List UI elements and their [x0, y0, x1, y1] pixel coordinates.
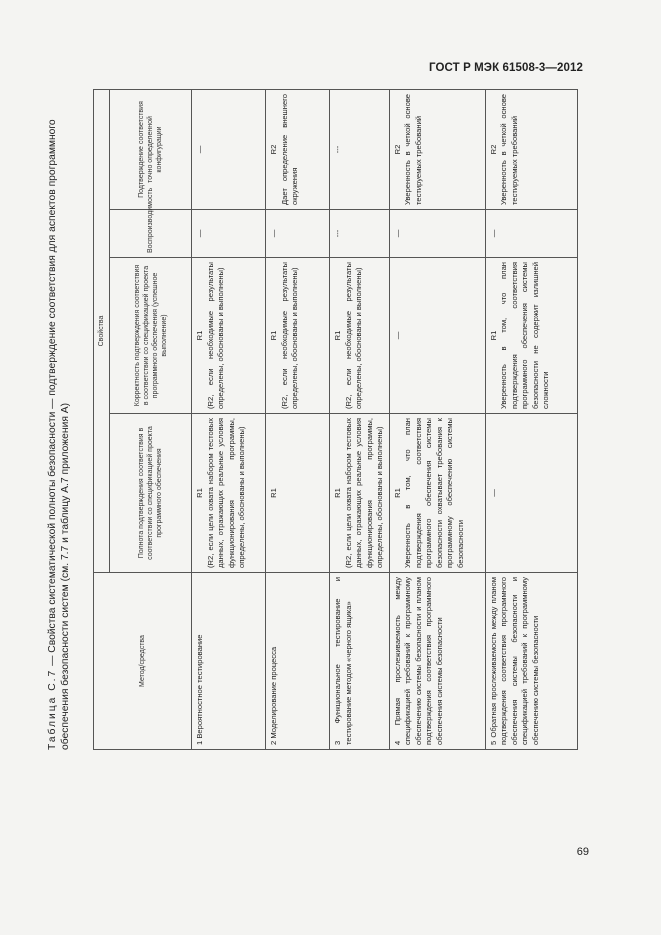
rotated-table-page [46, 90, 566, 750]
configuration-cell [485, 90, 577, 210]
repeatability-cell [389, 210, 485, 258]
header-properties: Свойства [94, 90, 110, 573]
repeatability-value: — [269, 229, 278, 238]
correctness-rating: R1 [195, 330, 204, 341]
configuration-text: Дает определение внешнего окружения [279, 94, 299, 205]
completeness-text: (R2, если цели охвата набором тестовых данных, отражающих реальные условия функционирования программы, определены, обоснованы и выполнены) [205, 418, 246, 568]
repeatability-cell [485, 210, 577, 258]
completeness-rating: R1 [392, 488, 402, 498]
table-caption [46, 90, 72, 750]
method-cell: 2 Моделирование процесса [266, 573, 330, 750]
table-row [330, 90, 390, 750]
repeatability-value: --- [333, 229, 342, 238]
header-method: Метод/средства [94, 573, 192, 750]
correctness-rating: R1 [333, 330, 342, 341]
correctness-cell [330, 258, 390, 414]
method-cell: 1 Вероятностное тестирование [192, 573, 266, 750]
repeatability-cell [192, 210, 266, 258]
completeness-rating: R1 [195, 488, 204, 498]
repeatability-value: — [195, 229, 204, 238]
method-cell: 5 Обратная прослеживаемость между планом подтверждения соответствия программного обеспечения системы безопасности и спецификацией требований к программному обеспечению системы безопасности [485, 573, 577, 750]
completeness-cell [389, 414, 485, 573]
configuration-cell [266, 90, 330, 210]
correctness-text: (R2, если необходимые результаты определены, обоснованы и выполнены) [343, 262, 363, 409]
properties-table [93, 89, 578, 750]
repeatability-cell [266, 210, 330, 258]
table-row [266, 90, 330, 750]
repeatability-value: — [392, 229, 402, 238]
method-cell: 3 Функциональное тестирование и тестирование методом «черного ящика» [330, 573, 390, 750]
correctness-cell [192, 258, 266, 414]
configuration-rating: — [195, 145, 204, 154]
header-correctness: Корректность подтверждения соответствия в соответствии со спецификацией проекта программного обеспечения (успешное выполнение) [110, 258, 192, 414]
completeness-cell [485, 414, 577, 573]
configuration-cell [389, 90, 485, 210]
correctness-cell [485, 258, 577, 414]
caption-text: — Свойства систематической полноты безопасности — подтверждение соответствия для аспектов программного обеспечения безопасности систем (см. 7.7 и таблицу А.7 приложения А) [47, 119, 71, 750]
header-repeatability: Воспроизводимость [110, 210, 192, 258]
standard-header: ГОСТ Р МЭК 61508-3—2012 [429, 62, 583, 74]
caption-label: Таблица С.7 [47, 668, 58, 750]
header-configuration: Подтверждение соответствия точно определенной конфигурации [110, 90, 192, 210]
completeness-text: Уверенность в том, что план подтверждения соответствия программного обеспечения системы безопасности охватывает требования к программному обеспечению системы безопасности [403, 418, 465, 568]
completeness-text: (R2, если цели охвата набором тестовых данных, отражающих реальные условия функционирования программы, определены, обоснованы и выполнены) [343, 418, 384, 568]
completeness-cell [330, 414, 390, 573]
configuration-cell [330, 90, 390, 210]
table-row [485, 90, 577, 750]
correctness-rating: R1 [269, 330, 278, 341]
correctness-text: Уверенность в том, что план подтверждения соответствия программного обеспечения системы безопасности не содержит излишней сложности [499, 262, 550, 409]
configuration-cell [192, 90, 266, 210]
correctness-cell [266, 258, 330, 414]
completeness-rating: — [488, 489, 498, 497]
correctness-rating: R1 [488, 330, 498, 341]
configuration-rating: --- [333, 145, 342, 154]
completeness-rating: R1 [269, 488, 278, 498]
table-row [389, 90, 485, 750]
correctness-cell [389, 258, 485, 414]
configuration-text: Уверенность в четкой основе тестируемых требований [403, 94, 423, 205]
repeatability-cell [330, 210, 390, 258]
correctness-rating: — [392, 331, 402, 340]
configuration-rating: R2 [269, 144, 278, 155]
repeatability-value: — [488, 229, 498, 238]
correctness-text: (R2, если необходимые результаты определены, обоснованы и выполнены) [279, 262, 299, 409]
page-number: 69 [576, 846, 589, 858]
configuration-text: Уверенность в четкой основе тестируемых требований [499, 94, 519, 205]
correctness-text: (R2, если необходимые результаты определены, обоснованы и выполнены) [205, 262, 225, 409]
method-cell: 4 Прямая прослеживаемость между спецификацией требований к программному обеспечению системы безопасности и планом подтверждения соответствия программного обеспечения системы безопасности [389, 573, 485, 750]
configuration-rating: R2 [392, 144, 402, 155]
configuration-rating: R2 [488, 144, 498, 155]
header-completeness: Полнота подтверждения соответствия в соответствии со спецификацией проекта программного обеспечения [110, 414, 192, 573]
completeness-rating: R1 [333, 488, 342, 498]
table-row [192, 90, 266, 750]
completeness-cell [266, 414, 330, 573]
completeness-cell [192, 414, 266, 573]
